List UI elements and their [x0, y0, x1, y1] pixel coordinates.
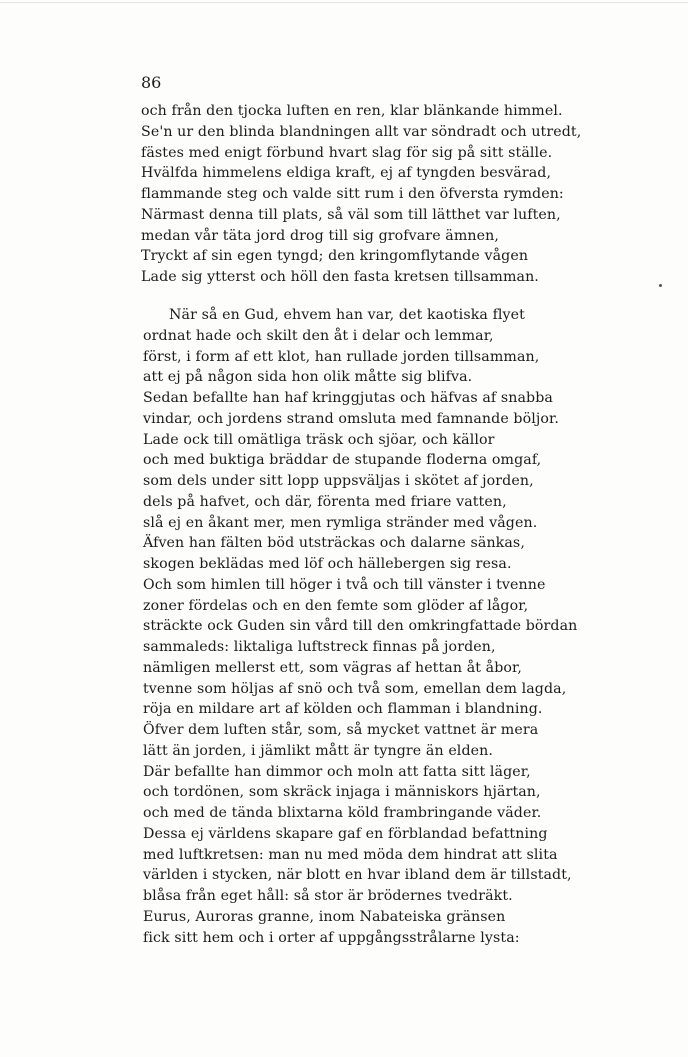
- poem-line: Tryckt af sin egen tyngd; den kringomflytande vågen: [141, 248, 529, 265]
- poem-line: Äfven han fälten böd utsträckas och dalarne sänkas,: [143, 535, 525, 552]
- poem-line: sträckte ock Guden sin vård till den omkringfattade bördan: [143, 618, 578, 635]
- poem-line: röja en mildare art af kölden och flamman i blandning.: [143, 701, 543, 718]
- stanza-2: [0, 305, 688, 948]
- poem-line: Öfver dem luften står, som, så mycket vattnet är mera: [143, 722, 539, 738]
- poem-line: Se'n ur den blinda blandningen allt var söndradt och utredt,: [141, 123, 582, 140]
- stray-ink-dot: [659, 284, 662, 287]
- poem-line: Hvälfda himmelens eldiga kraft, ej af tyngden besvärad,: [141, 165, 552, 182]
- poem-line: och med de tända blixtarna köld frambringande väder.: [143, 805, 542, 821]
- scan-edge-rule: [0, 2, 688, 3]
- poem-line: När så en Gud, ehvem han var, det kaotiska flyet: [169, 307, 525, 323]
- poem-line: världen i stycken, när blott en hvar ibland dem är tillstadt,: [143, 867, 572, 884]
- poem-line: som dels under sitt lopp uppsväljas i skötet af jorden,: [143, 473, 534, 489]
- poem-line: Där befallte han dimmor och moln att fatta sitt läger,: [143, 763, 531, 780]
- poem-line: zoner fördelas och en den femte som glöder af lågor,: [143, 597, 529, 614]
- poem-line: Lade sig ytterst och höll den fasta kretsen tillsamman.: [141, 269, 539, 285]
- poem-line: Och som himlen till höger i två och till vänster i tvenne: [143, 576, 546, 593]
- poem-line: med luftkretsen: man nu med möda dem hindrat att slita: [143, 846, 558, 863]
- poem-line: skogen beklädas med löf och hällebergen sig resa.: [143, 556, 512, 572]
- poem-line: vindar, och jordens strand omsluta med famnande böljor.: [143, 410, 559, 427]
- poem-line: dels på hafvet, och där, förenta med friare vatten,: [143, 493, 507, 510]
- poem-line: lätt än jorden, i jämlikt mått är tyngre än elden.: [143, 742, 493, 759]
- poem-line: och från den tjocka luften en ren, klar blänkande himmel.: [141, 103, 563, 119]
- poem-line: Sedan befallte han haf kringgjutas och häfvas af snabba: [143, 390, 553, 406]
- poem-line: nämligen mellerst ett, som vägras af hettan åt åbor,: [143, 659, 522, 676]
- poem-line: sammaleds: liktaliga luftstreck finnas på jorden,: [143, 639, 496, 655]
- stanza-1: [0, 101, 688, 288]
- poem-line: fästes med enigt förbund hvart slag för sig på sitt ställe.: [141, 144, 553, 161]
- poem-line: och med buktiga bräddar de stupande floderna omgaf,: [143, 452, 542, 469]
- poem-line: medan vår täta jord drog till sig grofvare ämnen,: [141, 227, 499, 244]
- poem-line: att ej på någon sida hon olik måtte sig blifva.: [143, 369, 473, 386]
- poem-line: blåsa från eget håll: så stor är brödernes tvedräkt.: [143, 888, 513, 904]
- poem-line: Närmast denna till plats, så väl som till lätthet var luften,: [141, 206, 561, 223]
- poem-line: tvenne som höljas af snö och två som, emellan dem lagda,: [143, 680, 567, 697]
- poem-line: fick sitt hem och i orter af uppgångsstrålarne lysta:: [143, 929, 520, 946]
- poem-line: Eurus, Auroras granne, inom Nabateiska gränsen: [143, 908, 506, 925]
- poem-line: ordnat hade och skilt den åt i delar och lemmar,: [143, 327, 494, 344]
- poem-line: och tordönen, som skräck injaga i människors hjärtan,: [143, 784, 541, 801]
- poem-line: flammande steg och valde sitt rum i den öfversta rymden:: [141, 186, 564, 202]
- poem-line: Dessa ej världens skapare gaf en förblandad befattning: [143, 825, 548, 842]
- poem-line: slå ej en åkant mer, men rymliga stränder med vågen.: [143, 514, 538, 531]
- poem-line: först, i form af ett klot, han rullade jorden tillsamman,: [143, 348, 540, 365]
- poem-line: Lade ock till omätliga träsk och sjöar, och källor: [143, 431, 495, 448]
- page-number: 86: [141, 73, 162, 92]
